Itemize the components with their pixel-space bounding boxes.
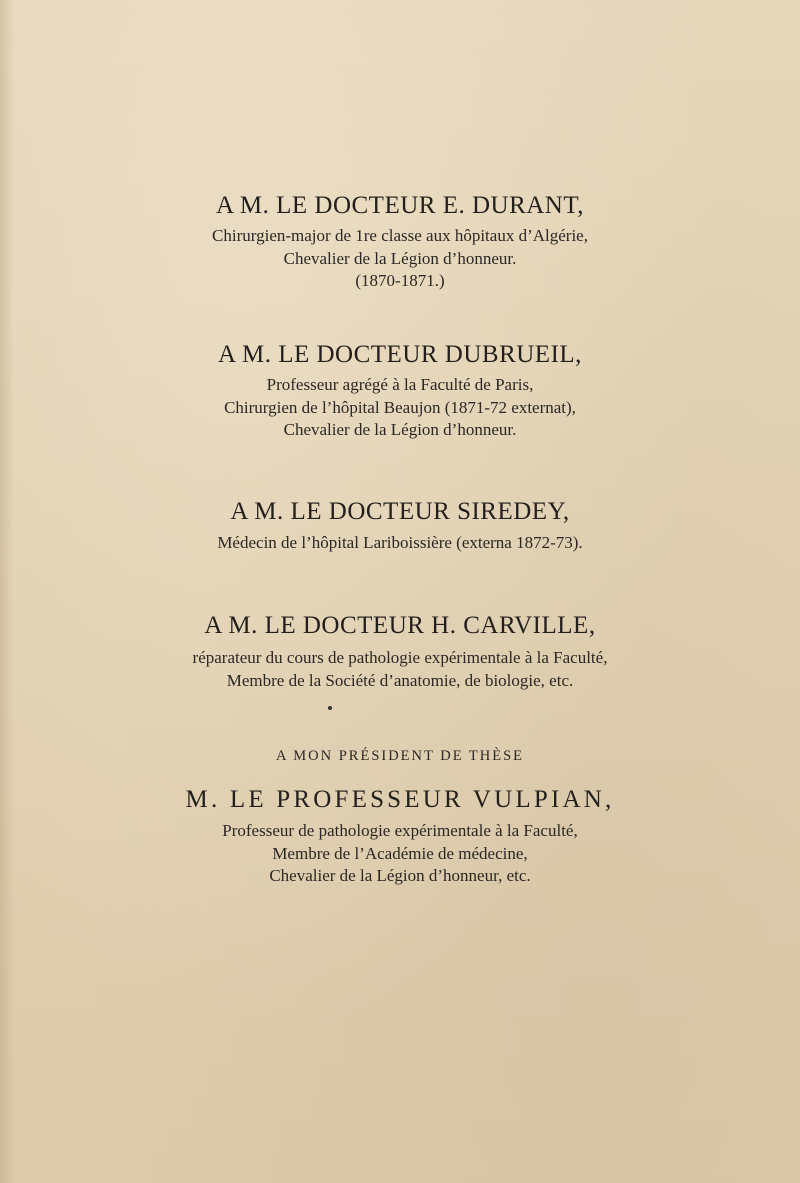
page-edge-shadow xyxy=(0,0,14,1183)
president-line: Professeur de pathologie expérimentale à la Faculté, xyxy=(222,821,578,840)
dedication-line: Professeur agrégé à la Faculté de Paris, xyxy=(266,375,534,394)
ink-dot xyxy=(328,706,332,710)
dedication-line: Chevalier de la Légion d’honneur. xyxy=(283,248,517,268)
dedication-line: (1870-1871.) xyxy=(355,271,445,290)
dedication-dubrueil xyxy=(0,340,800,442)
dedication-heading: A M. LE DOCTEUR DUBRUEIL, xyxy=(218,341,582,368)
dedication-heading: A M. LE DOCTEUR E. DURANT, xyxy=(215,192,585,219)
president-heading: M. LE PROFESSEUR VULPIAN, xyxy=(185,786,615,813)
dedication-line: Chevalier de la Légion d’honneur. xyxy=(283,420,517,439)
president-dedication xyxy=(0,746,800,888)
dedication-heading: A M. LE DOCTEUR SIREDEY, xyxy=(230,498,570,525)
dedication-siredey xyxy=(0,497,800,555)
dedication-line: Médecin de l’hôpital Lariboissière (externa 1872-73). xyxy=(217,533,583,552)
dedication-line: Membre de la Société d’anatomie, de biologie, etc. xyxy=(226,670,574,690)
dedication-durant xyxy=(0,191,800,293)
president-line: Chevalier de la Légion d’honneur, etc. xyxy=(269,866,531,885)
president-intro: A MON PRÉSIDENT DE THÈSE xyxy=(275,748,525,764)
dedication-heading: A M. LE DOCTEUR H. CARVILLE, xyxy=(204,612,596,639)
dedication-carville xyxy=(0,611,800,692)
president-line: Membre de l’Académie de médecine, xyxy=(272,843,528,863)
dedication-line: Chirurgien-major de 1re classe aux hôpitaux d’Algérie, xyxy=(212,226,588,245)
dedication-line: Chirurgien de l’hôpital Beaujon (1871-72 externat), xyxy=(224,397,576,417)
dedication-line: réparateur du cours de pathologie expérimentale à la Faculté, xyxy=(192,648,608,667)
